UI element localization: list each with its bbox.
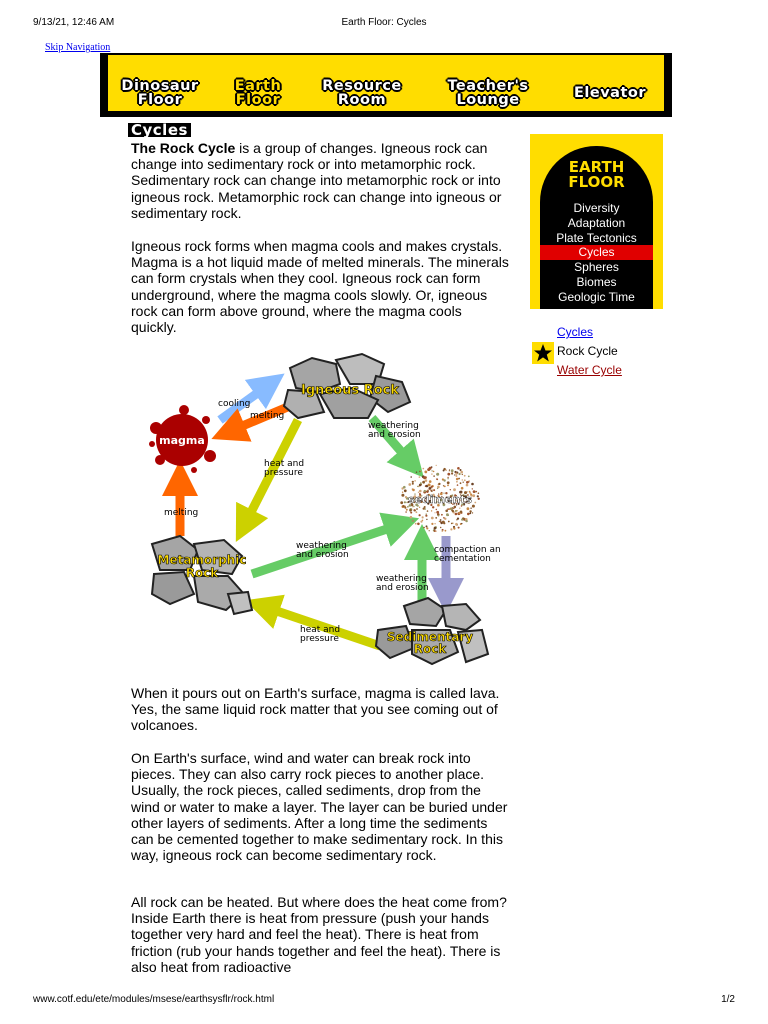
sedimentary-rock-label-line1: Sedimentary (386, 630, 474, 644)
intro-text: is a group of changes. Igneous rock can change into sedimentary rock or into metamorphic rock. Sedimentary rock can change into metamorphic rock or into igneous rock. Metamorphic rock can change into igneous or sedimentary rock. (131, 140, 502, 221)
lava-paragraph (131, 685, 511, 734)
navbar-right-edge (664, 55, 672, 111)
nav-label-line2: Floor (137, 92, 183, 108)
rock-cycle-term: The Rock Cycle (131, 140, 236, 156)
nav-teachers-lounge[interactable] (428, 79, 548, 109)
rock-cycle-svg (140, 348, 500, 678)
link-water-cycle[interactable]: Water Cycle (557, 363, 622, 377)
heat-text: All rock can be heated. But where does the heat come from? Inside Earth there is heat from pressure (push your hands together very hard and feel the heat). There is heat from friction (rub your hands together and feel the heat). There is also heat from radioactive (131, 894, 507, 975)
print-date: 9/13/21, 12:46 AM (33, 17, 115, 28)
lava-text: When it pours out on Earth's surface, magma is called lava. Yes, the same liquid rock matter that you see coming out of volcanoes. (131, 685, 500, 734)
sedimentary-rock-label-line2: Rock (413, 642, 447, 656)
weathering-1-line2: and erosion (368, 430, 421, 440)
nav-elevator[interactable] (558, 86, 662, 116)
nav-label-line2: Lounge (456, 92, 520, 108)
current-page-rock-cycle: Rock Cycle (557, 344, 618, 358)
heat-pressure-1-line1: heat and (264, 459, 305, 469)
top-navigation-bar (100, 53, 672, 117)
print-title: Earth Floor: Cycles (341, 17, 427, 28)
logo-line2: FLOOR (568, 173, 625, 191)
compaction-line1: compaction and (434, 545, 500, 555)
sediment-text: On Earth's surface, wind and water can break rock into pieces. They can also carry rock pieces to another place. Usually, the rock pieces, called sediments, drop from the wind or water to make a layer. The layer can be buried under other layers of sediments. After a long time the sediments can be cemented together to make sedimentary rock. In this way, igneous rock can become sedimentary rock. (131, 750, 508, 864)
heat-pressure-2-line1: heat and (300, 625, 341, 635)
earth-floor-menu (540, 201, 653, 305)
menu-item-plate-tectonics[interactable]: Plate Tectonics (556, 230, 637, 245)
nav-dinosaur-floor[interactable] (110, 79, 210, 109)
menu-item-diversity[interactable]: Diversity (573, 201, 620, 215)
menu-item-spheres[interactable]: Spheres (574, 260, 619, 275)
heat-paragraph (131, 894, 511, 975)
sediment-paragraph (131, 750, 511, 863)
nav-label-line1: Resource (322, 78, 402, 94)
nav-resource-room[interactable] (308, 79, 416, 109)
magma-label: magma (159, 434, 205, 447)
melting-left-label: melting (164, 508, 199, 518)
nav-label-line1: Earth (234, 78, 282, 94)
nav-earth-floor[interactable] (218, 79, 298, 109)
menu-item-geologic-time[interactable]: Geologic Time (558, 289, 635, 304)
sediments-label: sediments (407, 493, 473, 506)
weathering-3-line2: and erosion (376, 583, 429, 593)
metamorphic-rock-label-line2: Rock (185, 566, 219, 580)
igneous-text: Igneous rock forms when magma cools and makes crystals. Magma is a hot liquid made of melted minerals. The minerals can form crystals when they cool. Igneous rock can form underground, where the magma cools slowly. Or, igneous rock can form above ground, where the magma cools quickly. (131, 238, 509, 336)
logo-line1: EARTH (568, 158, 625, 176)
print-url: www.cotf.edu/ete/modules/msese/earthsysflr/rock.html (33, 994, 275, 1005)
weathering-3-line1: weathering (376, 574, 427, 584)
print-page-number: 1/2 (721, 994, 735, 1005)
menu-item-biomes[interactable]: Biomes (576, 274, 617, 289)
melting-top-label: melting (250, 411, 285, 421)
heat-pressure-1-line2: pressure (264, 468, 303, 478)
cooling-label: cooling (218, 399, 251, 409)
star-icon (532, 342, 554, 364)
rock-cycle-diagram (140, 348, 500, 678)
nav-label-line1: Elevator (574, 85, 646, 101)
weathering-1-line1: weathering (368, 421, 419, 431)
metamorphic-rock-label-line1: Metamorphic (157, 553, 247, 567)
earth-floor-logo (530, 160, 663, 190)
menu-item-cycles[interactable]: Cycles (540, 245, 653, 260)
earth-floor-panel (530, 134, 663, 309)
weathering-2-line2: and erosion (296, 550, 349, 560)
igneous-paragraph (131, 238, 511, 335)
compaction-line2: cementation (434, 554, 491, 564)
nav-label-line1: Teacher's (447, 78, 529, 94)
nav-label-line2: Floor (235, 92, 281, 108)
navbar-left-edge (100, 55, 108, 111)
nav-label-line1: Dinosaur (121, 78, 199, 94)
menu-item-adaptation[interactable]: Adaptation (567, 215, 626, 230)
print-header (0, 17, 768, 31)
heat-pressure-2-line2: pressure (300, 634, 339, 644)
print-footer (0, 994, 768, 1008)
link-cycles[interactable]: Cycles (557, 325, 594, 339)
nav-label-line2: Room (337, 92, 387, 108)
intro-paragraph (131, 140, 511, 221)
weathering-2-line1: weathering (296, 541, 347, 551)
page-heading: Cycles (128, 123, 191, 137)
igneous-rock-label: Igneous Rock (301, 383, 399, 398)
skip-navigation-link[interactable]: Skip Navigation (45, 42, 111, 53)
